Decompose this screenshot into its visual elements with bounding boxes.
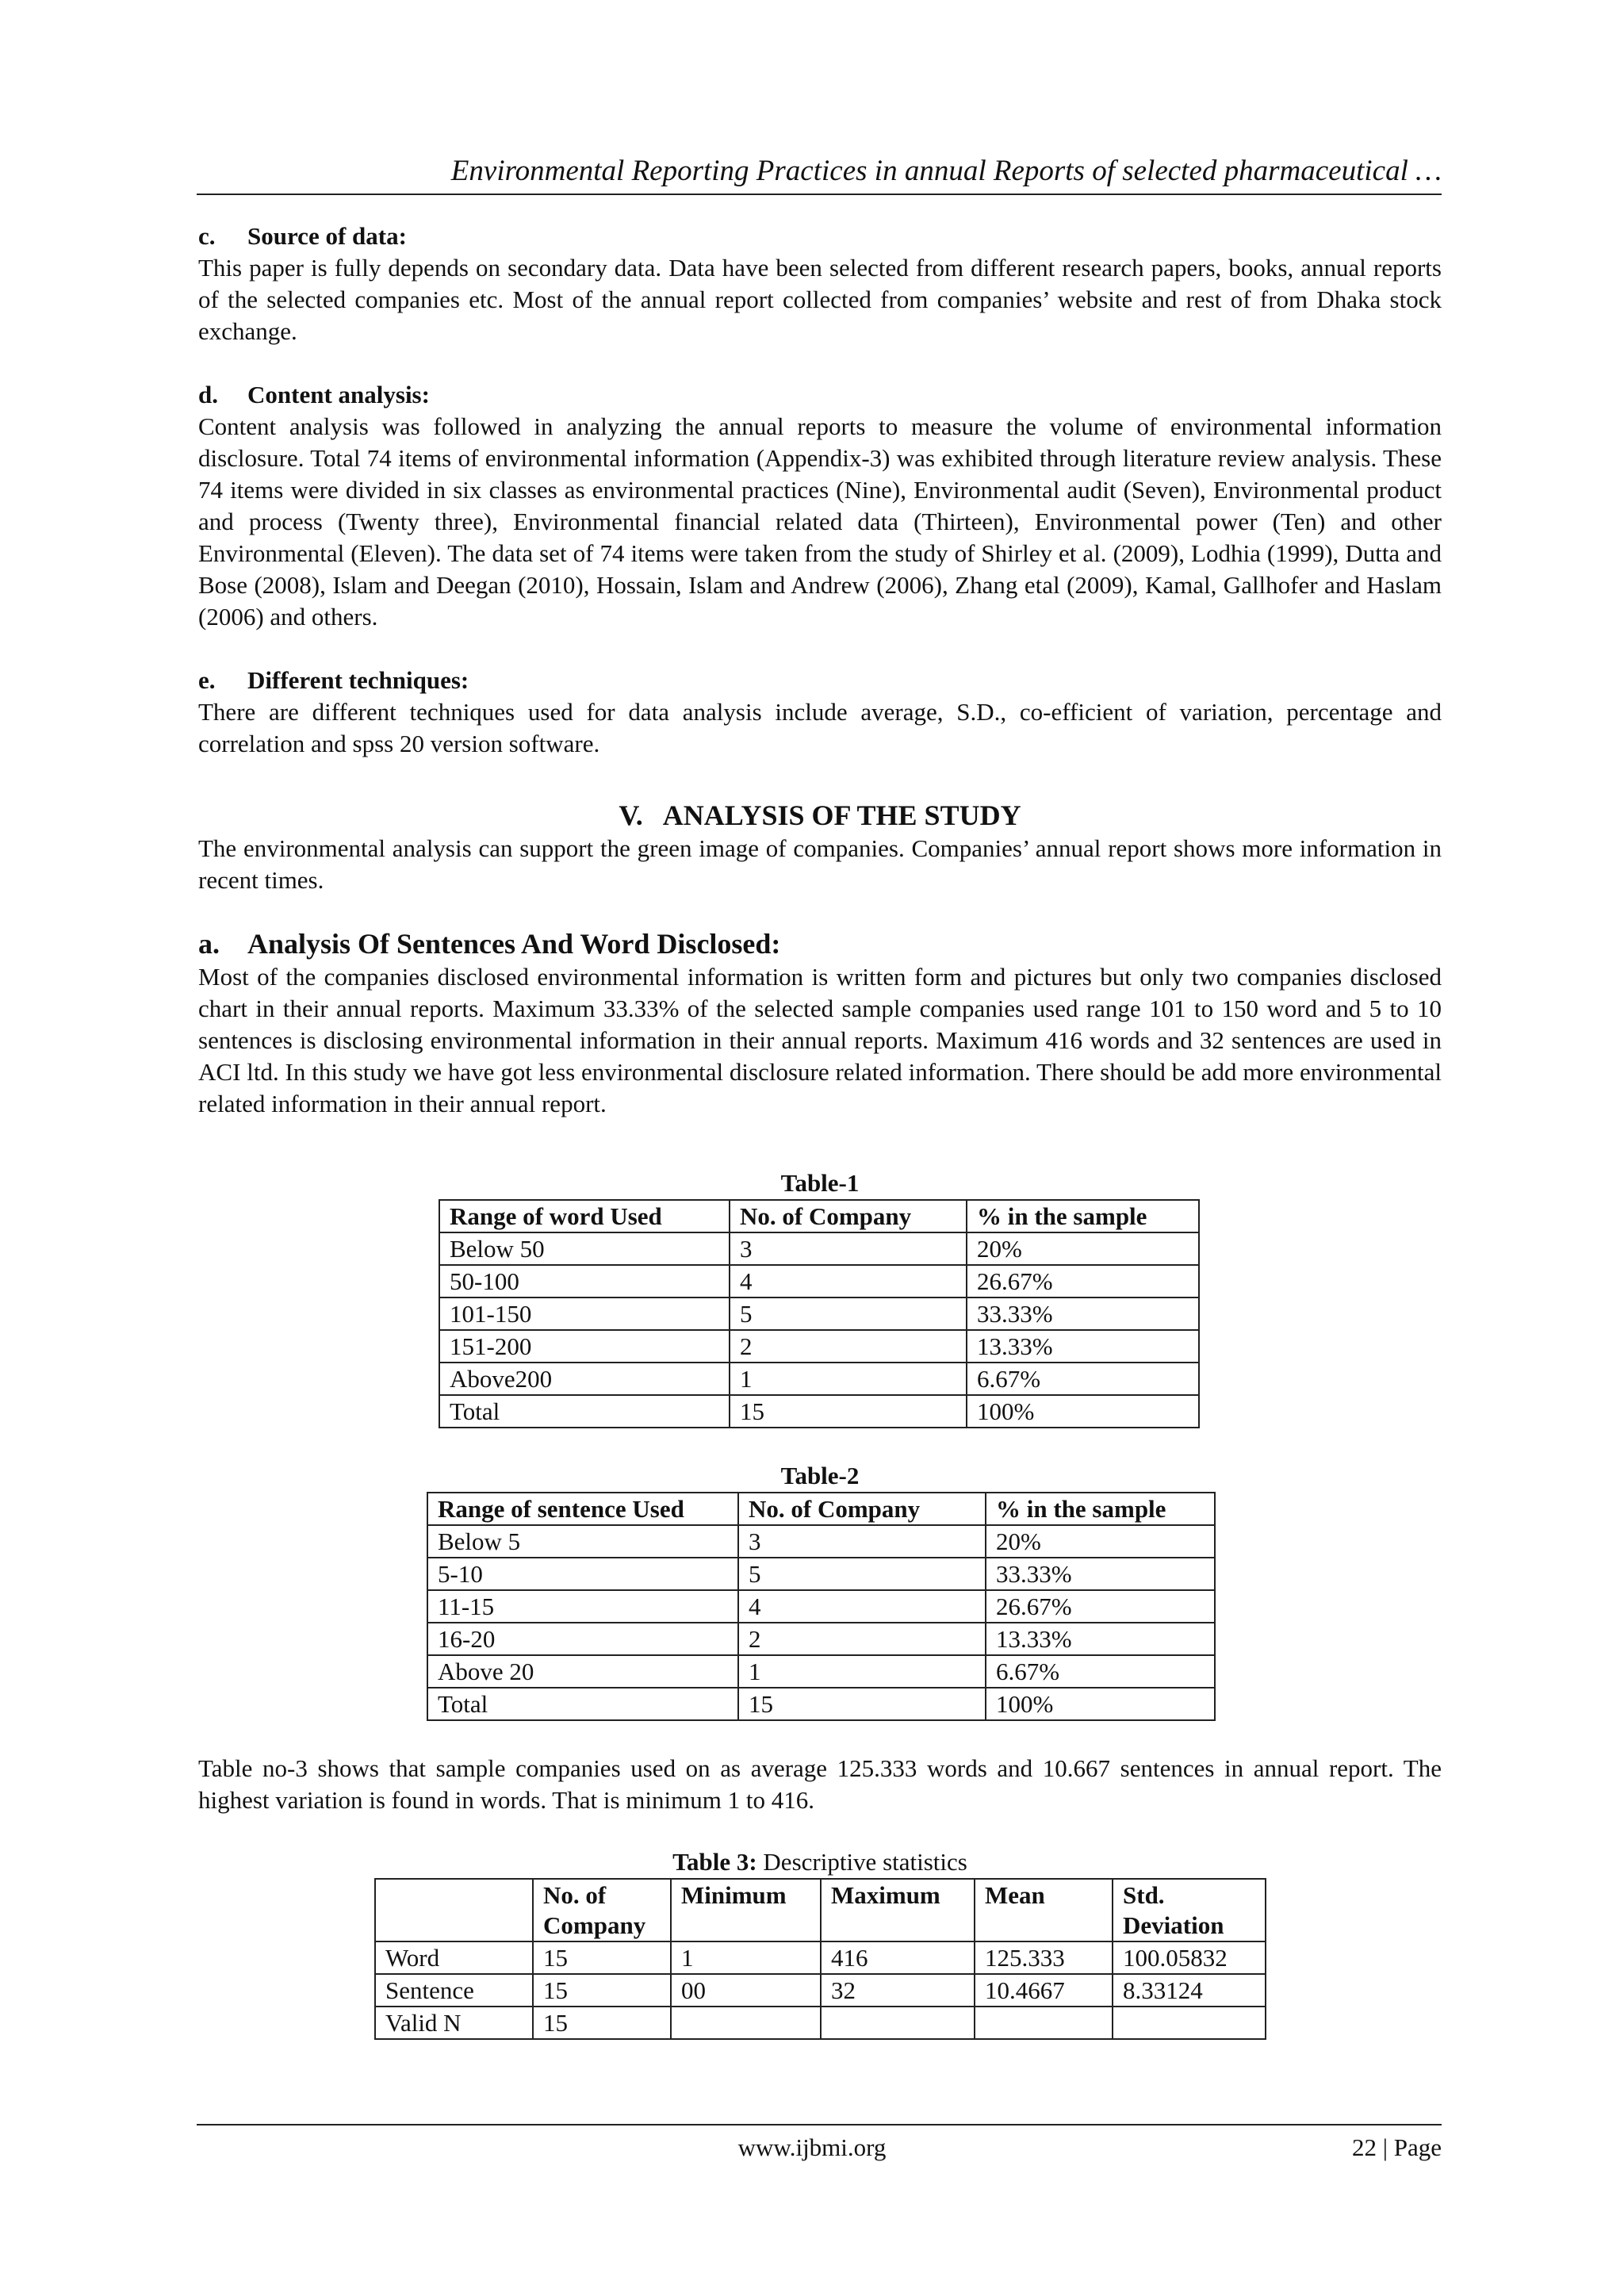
table-row: 101-150 5 33.33%	[439, 1297, 1199, 1330]
table3	[374, 1878, 1266, 2040]
table2-header-cell: No. of Company	[738, 1493, 986, 1525]
table3-header-cell: Mean	[975, 1879, 1113, 1941]
table3-header-cell: Std. Deviation	[1113, 1879, 1266, 1941]
table-row: 5-10 5 33.33%	[427, 1558, 1215, 1590]
table-row: Sentence 15 00 32 10.4667 8.33124	[375, 1974, 1266, 2007]
table1-header-cell: No. of Company	[730, 1200, 967, 1232]
table-row: Below 50 3 20%	[439, 1232, 1199, 1265]
section-c-heading: c. Source of data:	[198, 222, 407, 250]
table2	[427, 1492, 1216, 1721]
table-row: Below 5 3 20%	[427, 1525, 1215, 1558]
section-d-text: Content analysis was followed in analyzing the annual reports to measure the volume of environmental information disclosure. Total 74 items of environmental information (Appendix-3) was exhibited through literature review analysis. These 74 items were divided in six classes as environmental practices (Nine), Environmental audit (Seven), Environmental product and process (Twenty three), Environmental financial related data (Thirteen), Environmental power (Ten) and other Environmental (Eleven). The data set of 74 items were taken from the study of Shirley et al. (2009), Lodhia (1999), Dutta and Bose (2008), Islam and Deegan (2010), Hossain, Islam and Andrew (2006), Zhang etal (2009), Kamal, Gallhofer and Haslam (2006) and others.	[198, 412, 1442, 631]
table2-header-cell: Range of sentence Used	[427, 1493, 738, 1525]
table-row: Above200 1 6.67%	[439, 1363, 1199, 1395]
table2-caption: Table-2	[780, 1462, 860, 1489]
section-d-heading: d. Content analysis:	[198, 381, 430, 408]
table3-caption: Table 3: Descriptive statistics	[672, 1848, 967, 1876]
table3-header-cell: Minimum	[671, 1879, 821, 1941]
section-c-text: This paper is fully depends on secondary data. Data have been selected from different research papers, books, annual reports of the selected companies etc. Most of the annual report collected from companies’ website and rest of from Dhaka stock exchange.	[198, 254, 1442, 345]
table2-header-cell: % in the sample	[986, 1493, 1215, 1525]
table-row: Above 20 1 6.67%	[427, 1655, 1215, 1688]
table-row: 11-15 4 26.67%	[427, 1590, 1215, 1623]
table3-header-cell: Maximum	[821, 1879, 975, 1941]
section-v-text: The environmental analysis can support the green image of companies. Companies’ annual report shows more information in recent times.	[198, 834, 1442, 894]
table-row: Total 15 100%	[439, 1395, 1199, 1428]
page-number: 22 | Page	[1352, 2133, 1442, 2161]
table3-intro-text: Table no-3 shows that sample companies used on as average 125.333 words and 10.667 sentences in annual report. The highest variation is found in words. That is minimum 1 to 416.	[198, 1754, 1442, 1814]
table1-header-cell: % in the sample	[967, 1200, 1199, 1232]
footer-url: www.ijbmi.org	[737, 2133, 887, 2161]
table1	[439, 1199, 1200, 1428]
table-row: Word 15 1 416 125.333 100.05832	[375, 1941, 1266, 1974]
table-row: 50-100 4 26.67%	[439, 1265, 1199, 1297]
section-e-heading: e. Different techniques:	[198, 666, 469, 694]
section-v-heading: V. ANALYSIS OF THE STUDY	[619, 799, 1021, 831]
main-content	[198, 220, 1442, 2040]
footer-divider	[197, 2124, 1442, 2125]
table1-caption: Table-1	[780, 1169, 860, 1197]
table-row: 151-200 2 13.33%	[439, 1330, 1199, 1363]
subsection-a-text: Most of the companies disclosed environmental information is written form and pictures but only two companies disclosed chart in their annual reports. Maximum 33.33% of the selected sample companies used range 101 to 150 word and 5 to 10 sentences is disclosing environmental information in their annual reports. Maximum 416 words and 32 sentences are used in ACI ltd. In this study we have got less environmental disclosure related information. There should be add more environmental related information in their annual report.	[198, 963, 1442, 1117]
running-header: Environmental Reporting Practices in annual Reports of selected pharmaceutical …	[450, 155, 1442, 187]
table3-header-cell	[375, 1879, 533, 1941]
table-row: Total 15 100%	[427, 1688, 1215, 1720]
table3-header-cell: No. of Company	[533, 1879, 671, 1941]
table-row: 16-20 2 13.33%	[427, 1623, 1215, 1655]
section-e-text: There are different techniques used for data analysis include average, S.D., co-efficient of variation, percentage and correlation and spss 20 version software.	[198, 698, 1442, 757]
table-row: Valid N 15	[375, 2007, 1266, 2039]
table1-header-cell: Range of word Used	[439, 1200, 730, 1232]
header-divider	[197, 194, 1442, 195]
subsection-a-heading: a. Analysis Of Sentences And Word Disclosed:	[198, 928, 781, 960]
